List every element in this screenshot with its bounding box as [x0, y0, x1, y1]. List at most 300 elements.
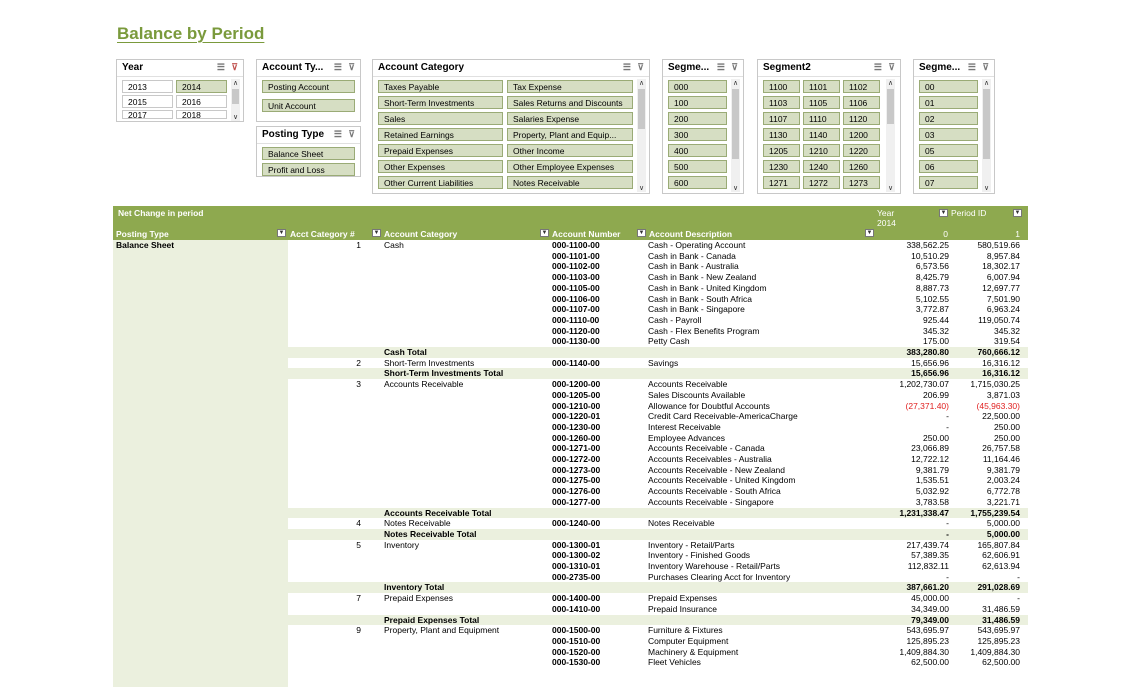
account-description-cell: Accounts Receivable - Singapore: [648, 496, 774, 507]
clear-filter-icon[interactable]: ⊽: [637, 62, 644, 72]
period-0-value-cell: 387,661.20: [906, 582, 949, 593]
table-row: [288, 433, 1028, 444]
table-row: [288, 475, 1028, 486]
account-number-cell: 000-1100-00: [552, 240, 600, 250]
period-1-value-cell: (45,963.30): [976, 400, 1020, 411]
account-number-cell: 000-1101-00: [552, 250, 600, 261]
period-0-value-cell: 5,032.92: [915, 486, 949, 497]
account-number-cell: 000-1271-00: [552, 443, 601, 454]
account-number-cell: 000-1130-00: [552, 336, 600, 347]
period-0-value-cell: 12,722.12: [911, 454, 949, 464]
period-1-value-cell: 31,486.59: [982, 614, 1020, 625]
period-0-value-cell: (27,371.40): [905, 400, 949, 411]
period-1-value-cell: 26,757.58: [982, 443, 1020, 454]
period-0-value-cell: -: [946, 421, 949, 432]
slicer-item[interactable]: 07: [919, 176, 978, 189]
account-number-cell: 000-1105-00: [552, 282, 600, 293]
slicer-item[interactable]: 2014: [176, 80, 227, 93]
year-slicer-title: Year: [122, 62, 144, 73]
period-1-value-cell: 5,000.00: [986, 518, 1020, 529]
account-number-cell: 000-1107-00: [552, 304, 600, 315]
slicer-item[interactable]: 1260: [843, 160, 880, 173]
table-row: [288, 336, 1028, 347]
slicer-item[interactable]: Other Expenses: [378, 160, 503, 173]
slicer-item[interactable]: 1272: [803, 176, 840, 189]
clear-filter-icon[interactable]: ⊽: [731, 62, 738, 72]
period-1-value-cell: 11,164.46: [982, 454, 1020, 464]
period-1-value-cell: 31,486.59: [982, 603, 1020, 614]
period-0-value-cell: 1,409,884.30: [899, 646, 949, 657]
acct-category-num-cell: 4: [356, 518, 361, 529]
period-1-value-cell: 5,000.00: [986, 528, 1020, 539]
slicer-item[interactable]: Other Employee Expenses: [507, 160, 633, 173]
account-description-cell: Sales Discounts Available: [648, 389, 746, 400]
period-1-value-cell: 165,807.84: [977, 539, 1020, 550]
acct-category-num-cell: 9: [356, 625, 361, 636]
slicer-item[interactable]: 1271: [763, 176, 800, 189]
slicer-item[interactable]: 1130: [763, 128, 800, 141]
header-period-0: 0: [943, 229, 948, 239]
table-row: [288, 315, 1028, 326]
header-posting-type: Posting Type: [116, 229, 169, 239]
clear-filter-icon[interactable]: ⊽: [888, 62, 895, 72]
account-description-cell: Allowance for Doubtful Accounts: [648, 400, 770, 411]
period-1-value-cell: 16,316.12: [982, 368, 1020, 379]
account-type-slicer[interactable]: [256, 59, 361, 122]
slicer-item[interactable]: Property, Plant and Equip...: [507, 128, 633, 141]
account-description-cell: Cash in Bank - Australia: [648, 261, 739, 272]
header-account-description: Account Description: [649, 229, 733, 239]
posting-type-cell: [113, 240, 288, 687]
period-1-value-cell: 1,755,239.54: [970, 507, 1020, 518]
account-description-cell: Accounts Receivable - South Africa: [648, 486, 781, 497]
account-description-cell: Prepaid Expenses: [648, 593, 717, 604]
page-title: Balance by Period: [117, 24, 265, 43]
account-number-cell: 000-1220-01: [552, 411, 601, 422]
slicer-item[interactable]: 600: [668, 176, 727, 189]
period-0-value-cell: 206.99: [923, 389, 949, 400]
period-0-value-cell: 15,656.96: [911, 357, 949, 368]
account-description-cell: Purchases Clearing Acct for Inventory: [648, 571, 791, 582]
acct-category-num-cell: 7: [356, 593, 361, 604]
slicer-item[interactable]: 1220: [843, 144, 880, 157]
slicer-item[interactable]: 03: [919, 128, 978, 141]
account-number-cell: 000-1260-00: [552, 432, 601, 443]
clear-filter-icon[interactable]: ⊽: [231, 62, 238, 72]
period-1-value-cell: 125,895.23: [977, 635, 1020, 646]
account-description-cell: Accounts Receivable - New Zealand: [648, 464, 786, 475]
slicer-item[interactable]: 200: [668, 112, 727, 125]
header-period-1: 1: [1015, 229, 1020, 239]
table-row: [288, 358, 1028, 369]
posting-type-dropdown-icon[interactable]: ▼: [278, 230, 285, 236]
scroll-up-icon[interactable]: ∧: [983, 80, 990, 87]
account-description-cell: Inventory - Retail/Parts: [648, 539, 735, 550]
account-number-cell: 000-1275-00: [552, 475, 601, 486]
slicer-item[interactable]: Other Current Liabilities: [378, 176, 503, 189]
table-row: [288, 465, 1028, 476]
multi-select-icon[interactable]: ☰: [333, 129, 342, 139]
posting-type-slicer-title: Posting Type: [262, 129, 325, 140]
table-row: [288, 294, 1028, 305]
account-description-cell: Accounts Receivable - Canada: [648, 443, 765, 454]
period-1-value-cell: 250.00: [994, 432, 1020, 443]
table-row: [288, 454, 1028, 465]
multi-select-icon[interactable]: ☰: [967, 62, 976, 72]
account-description-cell: Cash - Operating Account: [648, 240, 746, 250]
period-1-value-cell: 9,381.79: [986, 464, 1020, 475]
period-0-value-cell: 112,832.11: [907, 561, 949, 571]
scroll-down-icon[interactable]: ∨: [983, 185, 990, 192]
account-number-cell: 000-1276-00: [552, 486, 601, 497]
slicer-item[interactable]: 1273: [843, 176, 880, 189]
table-row: [288, 636, 1028, 647]
account-description-cell: Accounts Receivable: [648, 379, 728, 390]
period-1-value-cell: 543,695.97: [977, 625, 1020, 636]
account-category-cell: Notes Receivable Total: [384, 528, 477, 539]
table-row: [288, 443, 1028, 454]
account-description-cell: Prepaid Insurance: [648, 603, 717, 614]
header-account-number: Account Number: [552, 229, 621, 239]
table-row: [288, 497, 1028, 508]
account-number-cell: 000-1300-01: [552, 539, 601, 550]
scrollbar[interactable]: [731, 79, 740, 192]
slicer-item[interactable]: 1240: [803, 160, 840, 173]
period-0-value-cell: 175.00: [923, 336, 949, 347]
account-description-cell: Cash in Bank - Canada: [648, 250, 736, 261]
period-0-value-cell: 10,510.29: [911, 250, 949, 261]
slicer-item[interactable]: 01: [919, 96, 978, 109]
slicer-item[interactable]: Posting Account: [262, 80, 355, 93]
year-filter-dropdown-icon[interactable]: ▼: [940, 210, 947, 216]
clear-filter-icon[interactable]: ⊽: [982, 62, 989, 72]
table-row: [288, 326, 1028, 337]
account-number-cell: 000-1110-00: [552, 314, 600, 325]
acct-category-num-cell: 2: [356, 357, 361, 368]
header-account-category: Account Category: [384, 229, 458, 239]
slicer-item[interactable]: 1200: [843, 128, 880, 141]
multi-select-icon[interactable]: ☰: [716, 62, 725, 72]
period-0-value-cell: 338,562.25: [906, 240, 949, 250]
period-1-value-cell: 2,003.24: [986, 475, 1020, 486]
period-1-value-cell: 3,871.03: [986, 389, 1020, 400]
period-0-value-cell: 23,066.89: [911, 443, 949, 454]
multi-select-icon[interactable]: ☰: [622, 62, 631, 72]
slicer-item[interactable]: 2018: [176, 110, 227, 119]
account-description-cell: Cash in Bank - Singapore: [648, 304, 745, 315]
period-0-value-cell: 5,102.55: [915, 293, 949, 304]
acct-category-num-dropdown-icon[interactable]: ▼: [373, 230, 380, 236]
slicer-item[interactable]: 1106: [843, 96, 880, 109]
account-number-dropdown-icon[interactable]: ▼: [638, 230, 645, 236]
slicer-item[interactable]: 1120: [843, 112, 880, 125]
period-0-value-cell: -: [946, 571, 949, 582]
account-description-cell: Cash - Flex Benefits Program: [648, 325, 760, 336]
posting-type-slicer[interactable]: [256, 126, 361, 177]
slicer-item[interactable]: 2017: [122, 110, 173, 119]
slicer-item[interactable]: 1103: [763, 96, 800, 109]
account-category-dropdown-icon[interactable]: ▼: [541, 230, 548, 236]
table-total-row: [288, 347, 1028, 358]
scroll-up-icon[interactable]: ∧: [638, 80, 645, 87]
account-description-cell: Accounts Receivable - United Kingdom: [648, 475, 796, 486]
account-number-cell: 000-1520-00: [552, 646, 601, 657]
account-description-dropdown-icon[interactable]: ▼: [866, 230, 873, 236]
scroll-down-icon[interactable]: ∨: [638, 185, 645, 192]
account-description-cell: Furniture & Fixtures: [648, 625, 723, 636]
clear-filter-icon[interactable]: ⊽: [348, 62, 355, 72]
scrollbar[interactable]: [886, 79, 895, 192]
scroll-up-icon[interactable]: ∧: [887, 80, 894, 87]
slicer-item[interactable]: 1140: [803, 128, 840, 141]
period-1-value-cell: 62,500.00: [982, 657, 1020, 668]
account-description-cell: Credit Card Receivable-AmericaCharge: [648, 411, 798, 422]
period-0-value-cell: 62,500.00: [911, 657, 949, 668]
account-number-cell: 000-1277-00: [552, 496, 601, 507]
slicer-item[interactable]: 1107: [763, 112, 800, 125]
slicer-item[interactable]: 1100: [763, 80, 800, 93]
account-description-cell: Fleet Vehicles: [648, 657, 701, 668]
slicer-item[interactable]: Short-Term Investments: [378, 96, 503, 109]
account-number-cell: 000-1106-00: [552, 293, 600, 304]
table-row: [288, 401, 1028, 412]
slicer-item[interactable]: 06: [919, 160, 978, 173]
period-0-value-cell: -: [946, 528, 949, 539]
period-0-value-cell: 383,280.80: [906, 347, 949, 357]
table-row: [288, 240, 1028, 251]
account-number-cell: 000-1530-00: [552, 657, 601, 668]
account-type-slicer-title: Account Ty...: [262, 62, 324, 73]
account-category-cell: Short-Term Investments: [384, 357, 475, 368]
account-number-cell: 000-1410-00: [552, 603, 601, 614]
acct-category-num-cell: 5: [356, 539, 361, 550]
account-category-cell: Property, Plant and Equipment: [384, 625, 500, 636]
table-row: [288, 304, 1028, 315]
account-number-cell: 000-1102-00: [552, 261, 600, 272]
account-category-cell: Prepaid Expenses: [384, 593, 453, 604]
slicer-item[interactable]: 1105: [803, 96, 840, 109]
scroll-down-icon[interactable]: ∨: [232, 114, 239, 121]
slicer-item[interactable]: 2015: [122, 95, 173, 108]
slicer-item[interactable]: 1205: [763, 144, 800, 157]
table-row: [288, 411, 1028, 422]
account-category-cell: Accounts Receivable: [384, 379, 464, 390]
period-1-value-cell: 291,028.69: [977, 582, 1020, 593]
account-number-cell: 000-1200-00: [552, 379, 601, 390]
account-category-cell: Short-Term Investments Total: [384, 368, 504, 379]
multi-select-icon[interactable]: ☰: [333, 62, 342, 72]
account-description-cell: Machinery & Equipment: [648, 646, 739, 657]
period-0-value-cell: 543,695.97: [906, 625, 949, 636]
scroll-down-icon[interactable]: ∨: [887, 185, 894, 192]
period-1-value-cell: 8,957.84: [986, 250, 1020, 261]
table-row: [288, 657, 1028, 668]
account-category-cell: Inventory: [384, 539, 419, 550]
account-description-cell: Inventory Warehouse - Retail/Parts: [648, 561, 780, 571]
account-description-cell: Computer Equipment: [648, 635, 729, 646]
slicer-item[interactable]: 1230: [763, 160, 800, 173]
period-0-value-cell: 6,573.56: [915, 261, 949, 272]
slicer-item[interactable]: Prepaid Expenses: [378, 144, 503, 157]
period-1-value-cell: 12,697.77: [982, 282, 1020, 293]
period-1-value-cell: 760,666.12: [977, 347, 1020, 357]
period-1-value-cell: 345.32: [994, 325, 1020, 336]
account-number-cell: 000-1310-01: [552, 561, 601, 571]
account-number-cell: 000-1273-00: [552, 464, 601, 475]
slicer-item[interactable]: 400: [668, 144, 727, 157]
period-1-value-cell: 319.54: [994, 336, 1020, 347]
table-total-row: [288, 508, 1028, 519]
period-0-value-cell: 1,231,338.47: [899, 507, 949, 518]
slicer-item[interactable]: 300: [668, 128, 727, 141]
slicer-item[interactable]: 1102: [843, 80, 880, 93]
account-description-cell: Notes Receivable: [648, 518, 715, 529]
period-1-value-cell: 580,519.66: [977, 240, 1020, 250]
segment1-slicer[interactable]: [662, 59, 744, 194]
scrollbar[interactable]: [231, 79, 240, 121]
period-filter-dropdown-icon[interactable]: ▼: [1014, 210, 1021, 216]
account-category-cell: Prepaid Expenses Total: [384, 614, 480, 625]
slicer-item[interactable]: 00: [919, 80, 978, 93]
slicer-item[interactable]: Unit Account: [262, 99, 355, 112]
pivot-band-title: Net Change in period: [118, 208, 204, 218]
year-slicer[interactable]: [116, 59, 244, 122]
slicer-item[interactable]: 100: [668, 96, 727, 109]
pivot-year-label: Year: [877, 208, 895, 218]
period-0-value-cell: 217,439.74: [906, 539, 949, 550]
slicer-item[interactable]: Profit and Loss: [262, 163, 355, 176]
period-1-value-cell: 62,613.94: [982, 561, 1020, 571]
account-number-cell: 000-1103-00: [552, 272, 600, 283]
table-row: [288, 422, 1028, 433]
period-0-value-cell: 34,349.00: [911, 603, 949, 614]
account-category-cell: Accounts Receivable Total: [384, 507, 492, 518]
slicer-item[interactable]: Sales: [378, 112, 503, 125]
slicer-item[interactable]: 1110: [803, 112, 840, 125]
scroll-up-icon[interactable]: ∧: [732, 80, 739, 87]
account-number-cell: 000-1210-00: [552, 400, 601, 411]
table-row: [288, 518, 1028, 529]
scroll-down-icon[interactable]: ∨: [732, 185, 739, 192]
period-0-value-cell: 250.00: [923, 432, 949, 443]
account-number-cell: 000-1140-00: [552, 357, 600, 368]
multi-select-icon[interactable]: ☰: [216, 62, 225, 72]
slicer-item[interactable]: 05: [919, 144, 978, 157]
slicer-item[interactable]: 02: [919, 112, 978, 125]
account-category-slicer[interactable]: [372, 59, 650, 194]
table-row: [288, 550, 1028, 561]
period-1-value-cell: 1,715,030.25: [970, 379, 1020, 390]
scrollbar[interactable]: [637, 79, 646, 192]
period-1-value-cell: -: [1017, 571, 1020, 582]
period-0-value-cell: 57,389.35: [911, 550, 949, 561]
table-row: [288, 486, 1028, 497]
period-0-value-cell: 8,425.79: [915, 272, 949, 283]
slicer-item[interactable]: Notes Receivable: [507, 176, 633, 189]
slicer-item[interactable]: 2013: [122, 80, 173, 93]
table-row: [288, 540, 1028, 551]
posting-type-value: Balance Sheet: [116, 240, 175, 250]
table-total-row: [288, 615, 1028, 626]
period-0-value-cell: -: [946, 411, 949, 422]
period-1-value-cell: 22,500.00: [982, 411, 1020, 422]
slicer-item[interactable]: Other Income: [507, 144, 633, 157]
period-1-value-cell: 7,501.90: [986, 293, 1020, 304]
slicer-item[interactable]: 1210: [803, 144, 840, 157]
table-row: [288, 261, 1028, 272]
period-0-value-cell: 345.32: [923, 325, 949, 336]
account-description-cell: Cash in Bank - South Africa: [648, 293, 752, 304]
header-acct-category-num: Acct Category #: [290, 229, 355, 239]
table-row: [288, 625, 1028, 636]
period-1-value-cell: 3,221.71: [986, 496, 1020, 507]
slicer-item[interactable]: Salaries Expense: [507, 112, 633, 125]
slicer-item[interactable]: 2016: [176, 95, 227, 108]
period-1-value-cell: -: [1017, 593, 1020, 604]
table-row: [288, 272, 1028, 283]
slicer-item[interactable]: 1101: [803, 80, 840, 93]
scrollbar[interactable]: [982, 79, 991, 192]
slicer-item[interactable]: Tax Expense: [507, 80, 633, 93]
period-0-value-cell: 15,656.96: [911, 368, 949, 379]
segment3-slicer[interactable]: [913, 59, 995, 194]
account-description-cell: Cash - Payroll: [648, 314, 702, 325]
account-description-cell: Accounts Receivables - Australia: [648, 454, 772, 464]
table-total-row: [288, 368, 1028, 379]
period-1-value-cell: 1,409,884.30: [970, 646, 1020, 657]
slicer-item[interactable]: Retained Earnings: [378, 128, 503, 141]
account-number-cell: 000-1500-00: [552, 625, 601, 636]
account-category-cell: Notes Receivable: [384, 518, 451, 529]
account-number-cell: 000-1510-00: [552, 635, 601, 646]
multi-select-icon[interactable]: ☰: [873, 62, 882, 72]
pivot-period-label: Period ID: [951, 208, 987, 218]
slicer-item[interactable]: 000: [668, 80, 727, 93]
slicer-item[interactable]: Sales Returns and Discounts: [507, 96, 633, 109]
account-description-cell: Interest Receivable: [648, 421, 721, 432]
period-0-value-cell: 3,772.87: [915, 304, 949, 315]
table-row: [288, 390, 1028, 401]
table-row: [288, 379, 1028, 390]
table-row: [288, 283, 1028, 294]
account-number-cell: 000-1240-00: [552, 518, 601, 529]
account-category-cell: Cash: [384, 240, 404, 250]
period-1-value-cell: 250.00: [994, 421, 1020, 432]
period-0-value-cell: 925.44: [923, 314, 949, 325]
slicer-item[interactable]: 500: [668, 160, 727, 173]
account-description-cell: Cash in Bank - United Kingdom: [648, 282, 767, 293]
period-0-value-cell: -: [946, 518, 949, 529]
table-row: [288, 647, 1028, 658]
account-description-cell: Petty Cash: [648, 336, 690, 347]
period-1-value-cell: 18,302.17: [982, 261, 1020, 272]
slicer-item[interactable]: Taxes Payable: [378, 80, 503, 93]
period-1-value-cell: 6,772.78: [986, 486, 1020, 497]
period-1-value-cell: 6,007.94: [986, 272, 1020, 283]
table-row: [288, 604, 1028, 615]
acct-category-num-cell: 3: [356, 379, 361, 390]
scroll-up-icon[interactable]: ∧: [232, 80, 239, 87]
period-0-value-cell: 125,895.23: [906, 635, 949, 646]
period-1-value-cell: 16,316.12: [982, 357, 1020, 368]
segment3-slicer-title: Segme...: [919, 62, 961, 73]
slicer-item[interactable]: Balance Sheet: [262, 147, 355, 160]
clear-filter-icon[interactable]: ⊽: [348, 129, 355, 139]
acct-category-num-cell: 1: [356, 240, 361, 250]
segment2-slicer[interactable]: [757, 59, 901, 194]
account-description-cell: Savings: [648, 357, 679, 368]
account-number-cell: 000-1230-00: [552, 421, 601, 432]
